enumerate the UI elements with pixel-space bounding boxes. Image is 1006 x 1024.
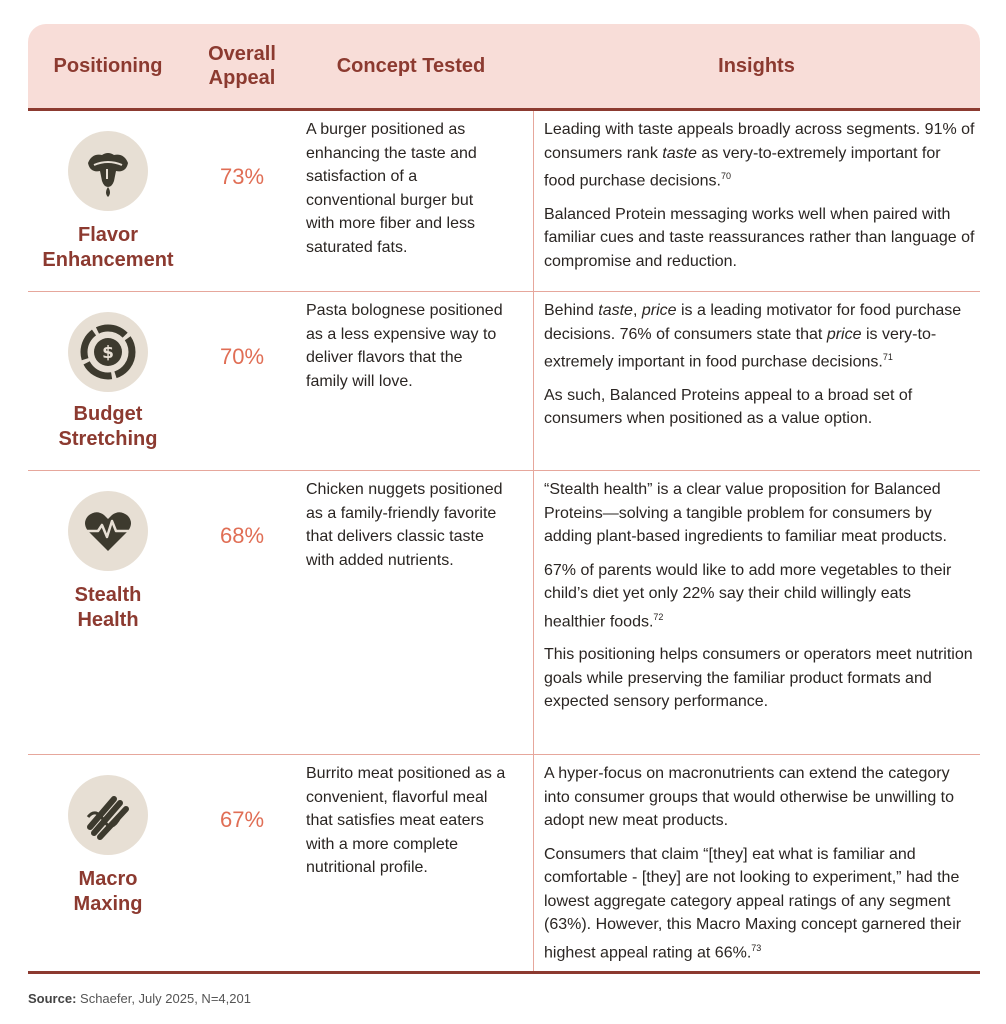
table-header <box>28 24 980 111</box>
label-line1: Flavor <box>77 224 139 246</box>
insight-text: is very-to-extremely important in food purchase decisions. <box>544 325 937 371</box>
footnote-ref: 73 <box>751 942 762 953</box>
heart-pulse-icon <box>68 491 148 571</box>
label-line2: Enhancement <box>42 249 174 271</box>
column-divider <box>533 471 534 754</box>
insights-text <box>544 299 976 441</box>
source-label: Source: <box>28 991 77 1006</box>
column-divider <box>533 111 534 291</box>
header-concept-tested: Concept Tested <box>336 55 486 77</box>
insights-text <box>544 478 976 724</box>
insights-text <box>544 762 976 974</box>
insight-paragraph: Balanced Protein messaging works well when paired with familiar cues and taste reassurances rather than language of compromise and reduction. <box>544 205 975 270</box>
label-line2: Health <box>77 609 139 631</box>
footnote-ref: 71 <box>882 352 893 362</box>
source-text: Schaefer, July 2025, N=4,201 <box>76 991 251 1006</box>
svg-text:$: $ <box>102 343 114 363</box>
insight-text: as very-to-extremely important for food purchase decisions. <box>544 144 941 190</box>
label-line1: Budget <box>73 403 143 425</box>
concept-text: A burger positioned as enhancing the taste and satisfaction of a conventional burger but with more fiber and less saturated fats. <box>306 121 477 256</box>
appeal-value: 73% <box>219 164 265 189</box>
header-insights: Insights <box>718 55 795 77</box>
concept-text: Burrito meat positioned as a convenient, flavorful meal that satisfies meat eaters with a more complete nutritional profile. <box>306 765 506 876</box>
row-label-budget-stretching <box>28 402 188 452</box>
table-row <box>28 111 980 292</box>
appeal-value: 68% <box>219 523 265 548</box>
insight-paragraph: This positioning helps consumers or operators meet nutrition goals while preserving the familiar product formats and expected sensory performance. <box>544 646 973 711</box>
insight-emphasis: taste <box>598 302 633 319</box>
concept-text: Pasta bolognese positioned as a less expensive way to deliver flavors that the family will love. <box>306 302 503 390</box>
source-note <box>28 991 251 1006</box>
insight-text: 67% of parents would like to add more vegetables to their child’s diet yet only 22% say their child willingly eats healthier foods. <box>544 561 952 630</box>
footnote-ref: 72 <box>653 611 664 622</box>
column-divider <box>533 292 534 470</box>
insight-text: Behind <box>544 302 599 319</box>
column-divider <box>533 755 534 971</box>
insight-text: Consumers that claim “[they] eat what is familiar and comfortable - [they] are not looking to experiment,” had the lowest aggregate category appeal ratings of any segment (63%). However, this Macro Maxing concept garnered their highest appeal rating at 66%. <box>544 845 962 961</box>
table-row <box>28 471 980 755</box>
insight-emphasis: price <box>826 325 862 343</box>
insight-paragraph: As such, Balanced Proteins appeal to a broad set of consumers when positioned as a value option. <box>544 386 913 428</box>
insights-text <box>544 118 976 283</box>
footnote-ref: 70 <box>721 171 732 181</box>
header-overall-appeal-line1: Overall <box>208 43 276 65</box>
header-overall-appeal <box>190 24 294 108</box>
concept-text: Chicken nuggets positioned as a family-friendly favorite that delivers classic taste with added nutrients. <box>306 481 503 569</box>
insight-emphasis: price <box>641 302 677 319</box>
row-label-flavor-enhancement <box>28 223 188 273</box>
insight-paragraph <box>544 843 976 965</box>
table-row <box>28 755 980 974</box>
insight-emphasis: taste <box>662 144 697 162</box>
insight-paragraph <box>544 299 976 374</box>
insight-paragraph <box>544 118 976 193</box>
insight-text: is a leading motivator for food purchase decisions. 76% of consumers state that <box>544 302 962 343</box>
insight-paragraph <box>544 559 976 634</box>
insight-paragraph: A hyper-focus on macronutrients can extend the category into consumer groups that would otherwise be unwilling to adopt new meat products. <box>544 765 955 829</box>
appeal-value: 67% <box>219 807 265 832</box>
label-line1: Macro <box>78 868 138 890</box>
insight-paragraph: “Stealth health” is a clear value proposition for Balanced Proteins—solving a tangible problem for consumers by adding plant-based ingredients to familiar meat products. <box>544 481 947 545</box>
insight-text: Leading with taste appeals broadly across segments. 91% of consumers rank <box>544 121 975 162</box>
insight-text: , <box>632 302 642 319</box>
label-line2: Stretching <box>58 428 158 450</box>
appeal-value: 70% <box>219 344 265 369</box>
table-row <box>28 292 980 471</box>
positioning-table <box>28 24 980 974</box>
dna-strands-icon <box>68 775 148 855</box>
label-line2: Maxing <box>73 893 143 915</box>
tongue-drip-icon <box>68 131 148 211</box>
header-positioning: Positioning <box>53 55 163 77</box>
row-label-macro-maxing <box>28 867 188 917</box>
row-label-stealth-health <box>28 583 188 633</box>
dollar-coin-icon <box>68 312 148 392</box>
header-overall-appeal-line2: Appeal <box>208 67 276 89</box>
label-line1: Stealth <box>74 584 142 606</box>
